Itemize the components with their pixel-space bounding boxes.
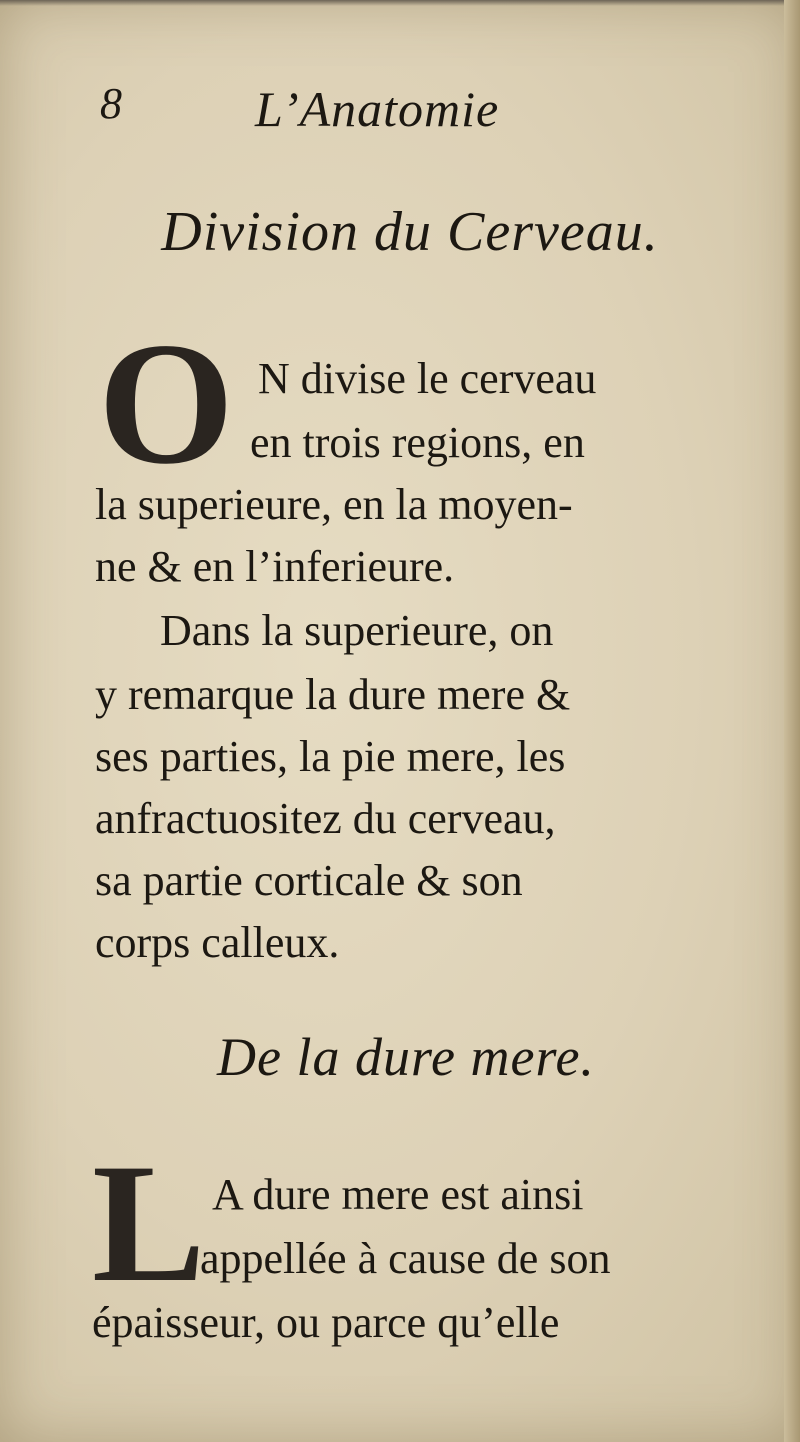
- drop-cap-o: O: [98, 306, 235, 500]
- text-line: épaisseur, ou parce qu’elle: [92, 1298, 560, 1347]
- running-title: L’Anatomie: [255, 81, 500, 137]
- text-line: A dure mere est ainsi: [212, 1170, 584, 1219]
- text-line: anfractuositez du cerveau,: [95, 794, 556, 843]
- section-heading-dure-mere: De la dure mere.: [217, 1027, 595, 1087]
- text-line: la superieure, en la moyen-: [95, 480, 573, 529]
- text-line: sa partie corticale & son: [95, 856, 523, 905]
- text-line: corps calleux.: [95, 918, 340, 967]
- text-line: ses parties, la pie mere, les: [95, 732, 566, 781]
- text-line: en trois regions, en: [250, 418, 585, 467]
- section-heading-division: Division du Cerveau.: [161, 201, 659, 263]
- page-top-edge: [0, 0, 800, 6]
- text-line: N divise le cerveau: [258, 354, 597, 403]
- text-line: appellée à cause de son: [200, 1234, 611, 1283]
- text-line: Dans la superieure, on: [160, 606, 554, 655]
- drop-cap-l: L: [92, 1129, 206, 1317]
- page-number: 8: [100, 79, 122, 128]
- text-line: ne & en l’inferieure.: [95, 542, 455, 591]
- text-line: y remarque la dure mere &: [95, 670, 571, 719]
- page-header: [0, 78, 800, 148]
